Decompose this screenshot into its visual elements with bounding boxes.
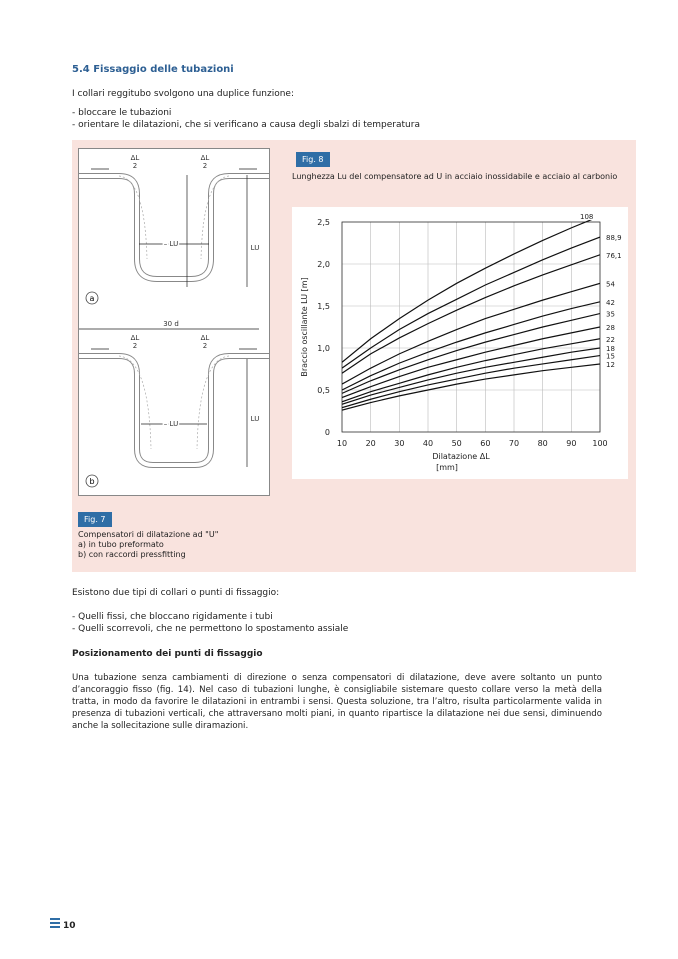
lu-label: LU — [250, 244, 260, 252]
x-tick-label: 80 — [537, 439, 548, 448]
x-tick-label: 30 — [394, 439, 405, 448]
series-label: 42 — [606, 298, 615, 307]
x-tick-label: 40 — [422, 439, 434, 448]
paragraph-line: d’ancoraggio fisso (fig. 14). Nel caso di tubazioni lunghe, è consigliabile sistemare questo collare verso la metà della — [72, 685, 602, 695]
fig8-label: Fig. 8 — [296, 152, 330, 167]
type-item: - Quelli fissi, che bloccano rigidamente i tubi — [72, 612, 273, 622]
series-label: 88,9 — [606, 234, 622, 243]
paragraph-line: anche la sollecitazione sulle diramazioni. — [72, 721, 249, 731]
x-tick-label: 90 — [566, 439, 577, 448]
y-tick-label: 2,5 — [317, 218, 330, 227]
series-label: 76,1 — [606, 251, 622, 260]
x-tick-label: 100 — [592, 439, 608, 448]
half-lu-label: – LU — [163, 240, 179, 248]
fig7-caption-line: b) con raccordi pressfitting — [78, 550, 186, 559]
x-tick-label: 10 — [336, 439, 348, 448]
series-label: 12 — [606, 360, 615, 369]
fig7-caption-line: Compensatori di dilatazione ad "U" — [78, 530, 219, 539]
function-item: - orientare le dilatazioni, che si verificano a causa degli sbalzi di temperatura — [72, 120, 420, 130]
type-item: - Quelli scorrevoli, che ne permettono lo spostamento assiale — [72, 624, 349, 634]
width-label: 30 d — [163, 320, 179, 328]
two-label: 2 — [202, 162, 208, 170]
x-axis-label: Dilatazione ΔL — [432, 452, 490, 461]
section-title: 5.4 Fissaggio delle tubazioni — [72, 64, 234, 75]
series-line-108 — [342, 216, 600, 362]
series-label: 35 — [606, 310, 615, 319]
types-intro: Esistono due tipi di collari o punti di fissaggio: — [72, 588, 280, 598]
x-tick-label: 70 — [508, 439, 520, 448]
y-tick-label: 1,5 — [317, 302, 330, 311]
fig7-caption-line: a) in tubo preformato — [78, 540, 164, 549]
series-label: 18 — [606, 345, 615, 353]
y-tick-label: 1,0 — [317, 344, 330, 353]
delta-l-label: ΔL — [130, 154, 140, 162]
y-tick-label: 0 — [324, 428, 330, 437]
page-number: 10 — [63, 921, 76, 931]
fig8-caption: Lunghezza Lu del compensatore ad U in acciaio inossidabile e acciaio al carbonio — [292, 172, 618, 181]
x-axis-unit: [mm] — [436, 463, 458, 472]
two-label: 2 — [202, 342, 208, 350]
intro-text: I collari reggitubo svolgono una duplice funzione: — [72, 89, 294, 99]
dilatation-chart — [292, 207, 628, 479]
series-label: 54 — [606, 280, 615, 289]
y-tick-label: 0,5 — [317, 386, 330, 395]
delta-l-label: ΔL — [130, 334, 140, 342]
x-tick-label: 20 — [365, 439, 376, 448]
lu-label: LU — [250, 415, 260, 423]
series-label: 15 — [606, 352, 615, 361]
paragraph-line: tratta, in modo da favorire le dilatazioni in entrambi i sensi. Questa soluzione, tra l’altro, risulta particolarmente valida in — [72, 697, 602, 707]
fig7-label: Fig. 7 — [78, 512, 112, 527]
publisher-logo — [50, 918, 60, 928]
delta-l-label: ΔL — [200, 334, 210, 342]
variant-b-label: b — [89, 477, 95, 486]
paragraph-line: presenza di tubazioni verticali, che attraversano molti piani, in quanto ripartisce la dilatazione nei due sensi, diminuendo — [72, 709, 602, 719]
x-tick-label: 60 — [480, 439, 491, 448]
series-label: 28 — [606, 324, 615, 332]
u-compensator-drawing — [78, 148, 270, 496]
chart-container — [292, 207, 628, 479]
variant-a-label: a — [89, 294, 95, 303]
x-tick-label: 50 — [451, 439, 462, 448]
two-label: 2 — [132, 162, 138, 170]
paragraph-line: Una tubazione senza cambiamenti di direzione o senza compensatori di dilatazione, deve avere soltanto un punto — [72, 673, 602, 683]
y-tick-label: 2,0 — [317, 260, 330, 269]
function-item: - bloccare le tubazioni — [72, 108, 172, 118]
series-label: 22 — [606, 335, 615, 344]
y-axis-label: Braccio oscillante LU [m] — [300, 277, 309, 377]
half-lu-label: – LU — [163, 420, 179, 428]
delta-l-label: ΔL — [200, 154, 210, 162]
two-label: 2 — [132, 342, 138, 350]
subheading: Posizionamento dei punti di fissaggio — [72, 649, 263, 659]
series-label: 108 — [580, 213, 594, 221]
